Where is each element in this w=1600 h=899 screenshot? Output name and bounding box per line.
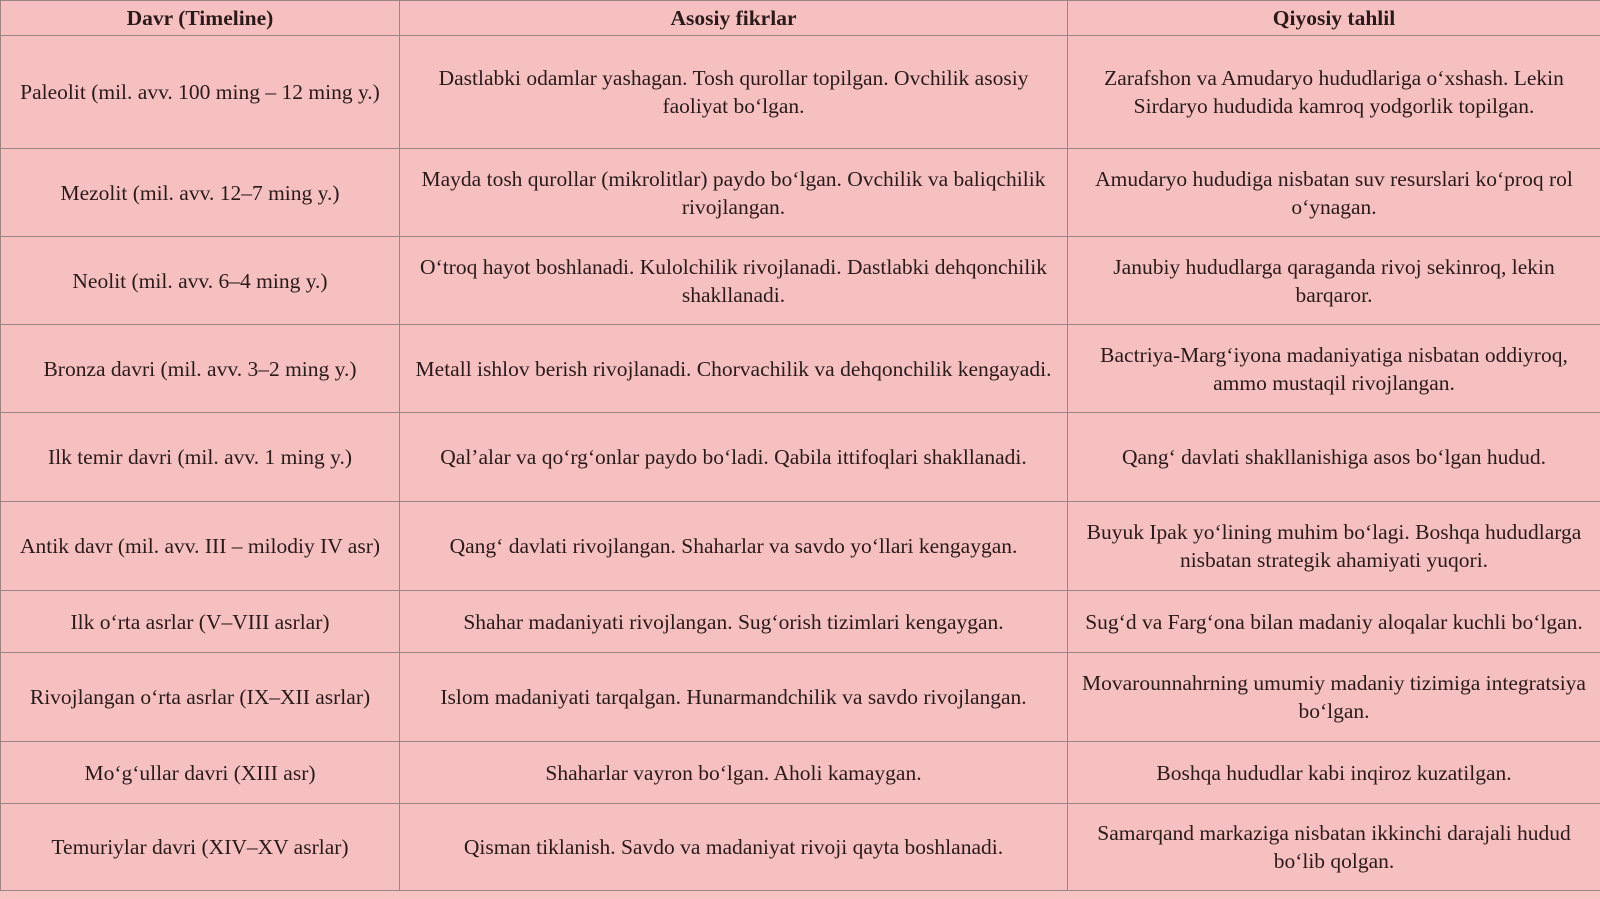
period-cell: Rivojlangan o‘rta asrlar (IX–XII asrlar) xyxy=(1,653,400,742)
analysis-cell: Zarafshon va Amudaryo hududlariga o‘xshash. Lekin Sirdaryo hududida kamroq yodgorlik topilgan. xyxy=(1068,36,1600,149)
analysis-cell: Amudaryo hududiga nisbatan suv resurslari ko‘proq rol o‘ynagan. xyxy=(1068,149,1600,237)
main-ideas-cell: Shaharlar vayron bo‘lgan. Aholi kamaygan. xyxy=(400,742,1068,804)
header-comparative-analysis: Qiyosiy tahlil xyxy=(1068,1,1600,36)
period-cell: Bronza davri (mil. avv. 3–2 ming y.) xyxy=(1,325,400,413)
table-row xyxy=(1,804,1600,891)
table-row xyxy=(1,413,1600,502)
table-row xyxy=(1,237,1600,325)
header-period: Davr (Timeline) xyxy=(1,1,400,36)
analysis-cell: Bactriya-Marg‘iyona madaniyatiga nisbatan oddiyroq, ammo mustaqil rivojlangan. xyxy=(1068,325,1600,413)
table-row xyxy=(1,36,1600,149)
main-ideas-cell: Islom madaniyati tarqalgan. Hunarmandchilik va savdo rivojlangan. xyxy=(400,653,1068,742)
analysis-cell: Qang‘ davlati shakllanishiga asos bo‘lgan hudud. xyxy=(1068,413,1600,502)
period-cell: Neolit (mil. avv. 6–4 ming y.) xyxy=(1,237,400,325)
main-ideas-cell: Mayda tosh qurollar (mikrolitlar) paydo bo‘lgan. Ovchilik va baliqchilik rivojlangan. xyxy=(400,149,1068,237)
main-ideas-cell: Qal’alar va qo‘rg‘onlar paydo bo‘ladi. Qabila ittifoqlari shakllanadi. xyxy=(400,413,1068,502)
header-main-ideas: Asosiy fikrlar xyxy=(400,1,1068,36)
period-cell: Paleolit (mil. avv. 100 ming – 12 ming y.) xyxy=(1,36,400,149)
analysis-cell: Sug‘d va Farg‘ona bilan madaniy aloqalar kuchli bo‘lgan. xyxy=(1068,591,1600,653)
period-cell: Mo‘g‘ullar davri (XIII asr) xyxy=(1,742,400,804)
period-cell: Ilk temir davri (mil. avv. 1 ming y.) xyxy=(1,413,400,502)
main-ideas-cell: Qisman tiklanish. Savdo va madaniyat rivoji qayta boshlanadi. xyxy=(400,804,1068,891)
main-ideas-cell: O‘troq hayot boshlanadi. Kulolchilik rivojlanadi. Dastlabki dehqonchilik shakllanadi. xyxy=(400,237,1068,325)
main-ideas-cell: Dastlabki odamlar yashagan. Tosh qurollar topilgan. Ovchilik asosiy faoliyat bo‘lgan. xyxy=(400,36,1068,149)
main-ideas-cell: Shahar madaniyati rivojlangan. Sug‘orish tizimlari kengaygan. xyxy=(400,591,1068,653)
table-row xyxy=(1,325,1600,413)
header-row xyxy=(1,1,1600,36)
table-row xyxy=(1,502,1600,591)
analysis-cell: Samarqand markaziga nisbatan ikkinchi darajali hudud bo‘lib qolgan. xyxy=(1068,804,1600,891)
period-cell: Ilk o‘rta asrlar (V–VIII asrlar) xyxy=(1,591,400,653)
table-row xyxy=(1,653,1600,742)
main-ideas-cell: Metall ishlov berish rivojlanadi. Chorvachilik va dehqonchilik kengayadi. xyxy=(400,325,1068,413)
analysis-cell: Buyuk Ipak yo‘lining muhim bo‘lagi. Boshqa hududlarga nisbatan strategik ahamiyati yuqori. xyxy=(1068,502,1600,591)
analysis-cell: Janubiy hududlarga qaraganda rivoj sekinroq, lekin barqaror. xyxy=(1068,237,1600,325)
analysis-cell: Boshqa hududlar kabi inqiroz kuzatilgan. xyxy=(1068,742,1600,804)
analysis-cell: Movarounnahrning umumiy madaniy tizimiga integratsiya bo‘lgan. xyxy=(1068,653,1600,742)
period-cell: Antik davr (mil. avv. III – milodiy IV asr) xyxy=(1,502,400,591)
period-cell: Temuriylar davri (XIV–XV asrlar) xyxy=(1,804,400,891)
table-row xyxy=(1,742,1600,804)
table-row xyxy=(1,591,1600,653)
period-cell: Mezolit (mil. avv. 12–7 ming y.) xyxy=(1,149,400,237)
table-row xyxy=(1,149,1600,237)
main-ideas-cell: Qang‘ davlati rivojlangan. Shaharlar va savdo yo‘llari kengaygan. xyxy=(400,502,1068,591)
